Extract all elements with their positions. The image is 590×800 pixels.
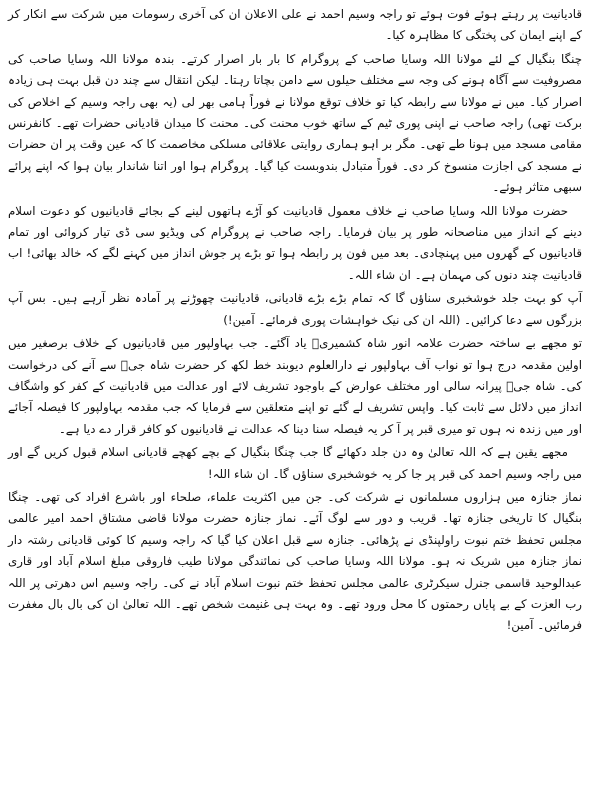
paragraph-5: تو مجھے بے ساختہ حضرت علامہ انور شاہ کشمیریؒ یاد آگئے۔ جب بہاولپور میں قادیانیوں کے خلاف برصغیر میں اولین مقدمہ درج ہوا تو نواب آف بہاولپور نے دارالعلوم دیوبند خط لکھ کر حضرت شاہ جیؒ سے آنے کی درخواست کی۔ شاہ جیؒ پیرانہ سالی اور مختلف عوارض کے باوجود تشریف لائے اور عدالت میں قادیانیت کے کفر کو واشگاف انداز میں دلائل سے ثابت کیا۔ واپس تشریف لے گئے تو اپنے متعلقین سے فرمایا کہ جب مقدمہ بہاولپور کا فیصلہ آجائے اور میں زندہ نہ ہوں تو میری قبر پر آ کر یہ فیصلہ سنا دینا کہ عدالت نے قادیانیوں کو کافر قرار دے دیا ہے۔	[8, 336, 582, 436]
paragraph-1: قادیانیت پر رہتے ہوئے فوت ہوئے تو راجہ وسیم احمد نے علی الاعلان ان کی آخری رسومات میں شرکت سے انکار کر کے اپنے ایمان کی پختگی کا مظاہرہ کیا۔	[8, 7, 582, 43]
paragraph-6: مجھے یقین ہے کہ اللہ تعالیٰ وہ دن جلد دکھائے گا جب چنگا بنگیال کے بچے کھچے قادیانی اسلام قبول کریں گے اور میں راجہ وسیم احمد کی قبر پر جا کر یہ خوشخبری سناؤں گا۔ ان شاء اللہ!	[8, 445, 582, 481]
paragraph-7: نماز جنازہ میں ہزاروں مسلمانوں نے شرکت کی۔ جن میں اکثریت علماء، صلحاء اور باشرع افراد کی تھی۔ چنگا بنگیال کا تاریخی جنازہ تھا۔ قریب و دور سے لوگ آئے۔ نماز جنازہ حضرت مولانا قاضی مشتاق احمد امیر عالمی مجلس تحفظ ختم نبوت راولپنڈی نے پڑھائی۔ جنازہ سے قبل اعلان کیا گیا کہ راجہ وسیم کا کوئی قادیانی رشتہ دار نماز جنازہ میں شریک نہ ہو۔ مولانا اللہ وسایا صاحب کی نمائندگی مولانا طیب فاروقی مبلغ اسلام آباد اور قاری عبدالوحید قاسمی جنرل سیکرٹری عالمی مجلس تحفظ ختم نبوت اسلام آباد نے کی۔ راجہ وسیم اس دھرتی پر اللہ رب العزت کے بے پایاں رحمتوں کا محل ورود تھے۔ وہ بہت ہی غنیمت شخص تھے۔ اللہ تعالیٰ ان کی بال بال مغفرت فرمائیں۔ آمین!	[8, 489, 582, 633]
paragraph-3: حضرت مولانا اللہ وسایا صاحب نے خلاف معمول قادیانیت کو آڑے ہاتھوں لینے کے بجائے قادیانیوں کو دعوت اسلام دینے کے انداز میں مناصحانہ طور پر بیان فرمایا۔ راجہ صاحب نے پروگرام کی ویڈیو سی ڈی تیار کروائی اور تمام قادیانیوں کے گھروں میں پہنچادی۔ بعد میں فون پر رابطہ ہوا تو بڑے پر جوش انداز میں کہنے لگے کہ خالد بھائی! اب قادیانیت چند دنوں کی مہمان ہے۔ ان شاء اللہ۔	[8, 203, 582, 282]
paragraph-2: چنگا بنگیال کے لئے مولانا اللہ وسایا صاحب کے پروگرام کا بار بار اصرار کرتے۔ بندہ مولانا اللہ وسایا صاحب کی مصروفیت سے آگاہ ہونے کی وجہ سے مختلف حیلوں سے دامن بچاتا رہتا۔ لیکن انتقال سے چند دن قبل بہت ہی زیادہ اصرار کیا۔ میں نے مولانا سے رابطہ کیا تو خلاف توقع مولانا نے فوراً ہامی بھر لی (یہ بھی راجہ وسیم کے اخلاص کی برکت تھی) راجہ صاحب نے اپنی پوری ٹیم کے ساتھ خوب محنت کی۔ محنت کا میدان قادیانی حضرات تھے۔ کانفرنس مقامی مسجد میں ہونا طے تھی۔ مگر بر اہو ہماری روایتی علاقائی مسلکی مخاصمت کا کہ عین وقت پر ان حضرات نے مسجد کی اجازت منسوخ کر دی۔ فوراً متبادل بندوبست کیا گیا۔ پروگرام ہوا اور اتنا شاندار بیان ہوا کہ اپنے پرائے سبھی متاثر ہوئے۔	[8, 51, 582, 195]
paragraph-4: آپ کو بہت جلد خوشخبری سناؤں گا کہ تمام بڑے بڑے قادیانی، قادیانیت چھوڑنے پر آمادہ نظر آرہے ہیں۔ بس آپ بزرگوں سے دعا کرائیں۔ (اللہ ان کی نیک خواہشات پوری فرمائے۔ آمین!)	[8, 291, 582, 327]
